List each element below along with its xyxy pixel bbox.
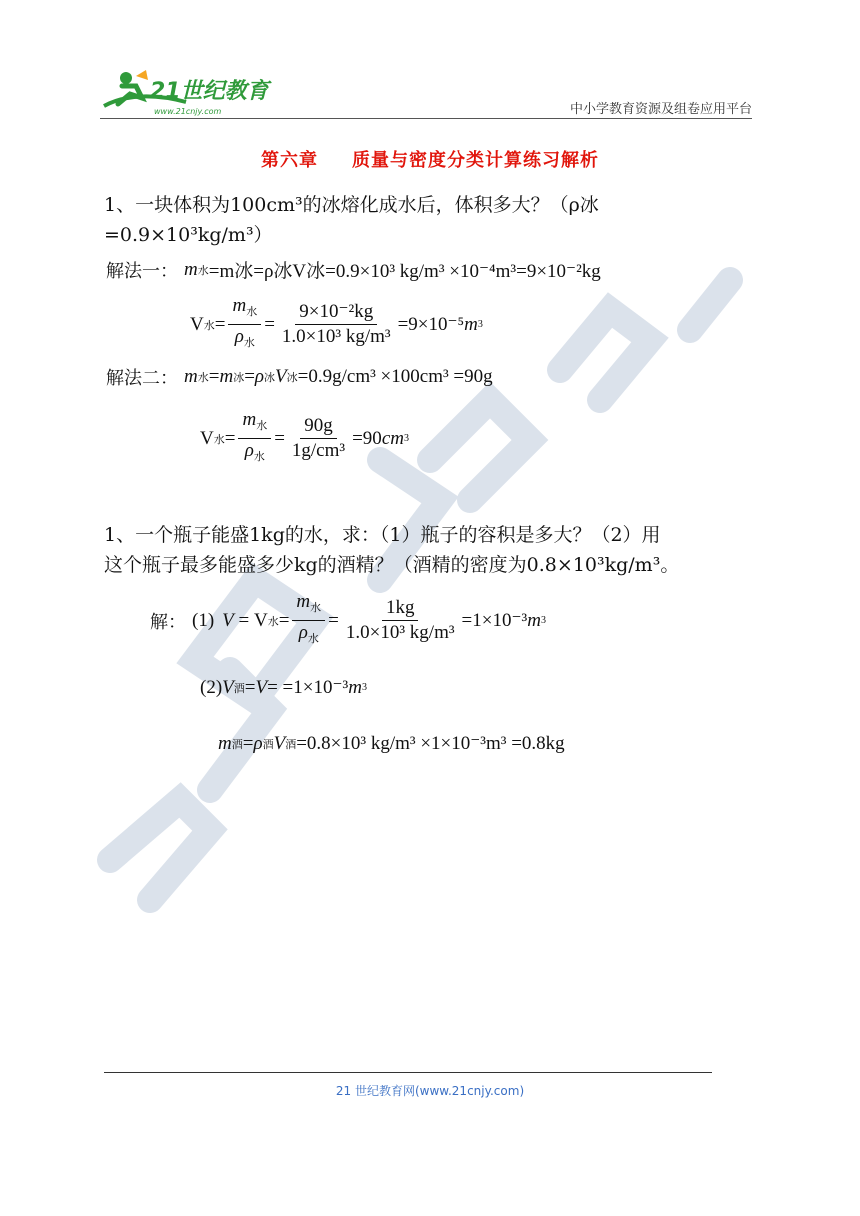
q1-method1-eq: =m冰=ρ冰V冰=0.9×10³ kg/m³ ×10⁻⁴m³=9×10⁻²kg bbox=[208, 261, 601, 282]
q1-method1-volume-equation: V 水 = $\frac{m_水}{\rho_水}$ = $\frac{\text{9×10⁻²kg}}{\text{1.0×10³ kg/m³}}$ =9×10⁻⁵ m 3 bbox=[190, 295, 483, 349]
title-text: 质量与密度分类计算练习解析 bbox=[352, 150, 599, 171]
q2-part2-result: = =1×10⁻³ bbox=[267, 677, 349, 698]
question-2 bbox=[104, 520, 744, 580]
q1-method2-label: 解法二： bbox=[106, 368, 178, 389]
q2-part2-equation: (2) V 酒 = V = =1×10⁻³ m 3 bbox=[200, 676, 367, 698]
q1-method2-mass-equation: 解法二： m 水 = m 冰 = ρ 冰 V 冰 =0.9g/cm³ ×100cm³ =90g bbox=[106, 366, 493, 389]
q1-m1-den: 1.0×10³ kg/m³ bbox=[281, 326, 391, 347]
logo bbox=[96, 64, 276, 120]
q2-part1-label: (1) bbox=[192, 609, 215, 631]
q2-part1-result: =1×10⁻³ bbox=[461, 610, 528, 631]
q1-m1-num: 9×10⁻²kg bbox=[295, 302, 377, 325]
page-title bbox=[0, 146, 860, 172]
logo-url: www.21cnjy.com bbox=[154, 107, 222, 116]
q2-part3-eq: =0.8×10³ kg/m³ ×1×10⁻³m³ =0.8kg bbox=[296, 733, 565, 754]
question-1-line-2: =0.9×10³kg/m³） bbox=[104, 224, 273, 246]
question-2-line-1: 1、一个瓶子能盛1kg的水，求：（1）瓶子的容积是多大？（2）用 bbox=[104, 524, 661, 546]
chapter-label: 第六章 bbox=[261, 150, 318, 171]
q1-method2-eq: =0.9g/cm³ ×100cm³ =90g bbox=[297, 366, 493, 387]
footer-link[interactable]: 21 世纪教育网(www.21cnjy.com) bbox=[335, 1084, 525, 1098]
question-2-line-2: 这个瓶子最多能盛多少kg的酒精？（酒精的密度为0.8×10³kg/m³。 bbox=[104, 554, 680, 576]
q1-method1-label: 解法一： bbox=[106, 260, 178, 282]
question-1-line-1: 1、一块体积为100cm³的冰熔化成水后，体积多大？（ρ冰 bbox=[104, 194, 599, 216]
q1-method2-volume-equation: V 水 = $\frac{m_水}{\rho_水}$ = $\frac{90g}{\text{1g/cm³}}$ =90 cm 3 bbox=[200, 409, 409, 463]
q1-method1-mass-equation: 解法一： m 水 =m冰=ρ冰V冰=0.9×10³ kg/m³ ×10⁻⁴m³=9×10⁻²kg bbox=[106, 256, 601, 283]
q2-solution-label: 解： bbox=[150, 611, 186, 633]
q2-part1-equation: 解： (1) V = V 水 = $\frac{m_水}{\rho_水}$ = $\frac{1kg}{\text{1.0×10³ kg/m³}}$ =1×10⁻³ m 3 bbox=[150, 591, 546, 645]
logo-text: 21世纪教育 bbox=[150, 79, 269, 104]
question-1 bbox=[104, 190, 744, 250]
q1-m2-num: 90g bbox=[300, 416, 337, 439]
q2-part3-equation: m 酒 = ρ 酒 V 酒 =0.8×10³ kg/m³ ×1×10⁻³m³ =0.8kg bbox=[218, 732, 565, 754]
header-rule bbox=[100, 118, 752, 119]
q1-m2-den: 1g/cm³ bbox=[291, 440, 346, 461]
q2-part2-label: (2) bbox=[200, 676, 223, 698]
footer-rule bbox=[104, 1072, 712, 1073]
q2-part1-den: 1.0×10³ kg/m³ bbox=[345, 622, 455, 643]
q1-m2-result: =90 bbox=[352, 427, 382, 449]
q2-part1-num: 1kg bbox=[382, 598, 419, 621]
header-platform-name: 中小学教育资源及组卷应用平台 bbox=[569, 102, 752, 117]
q1-m1-result: =9×10⁻⁵ bbox=[397, 314, 465, 335]
